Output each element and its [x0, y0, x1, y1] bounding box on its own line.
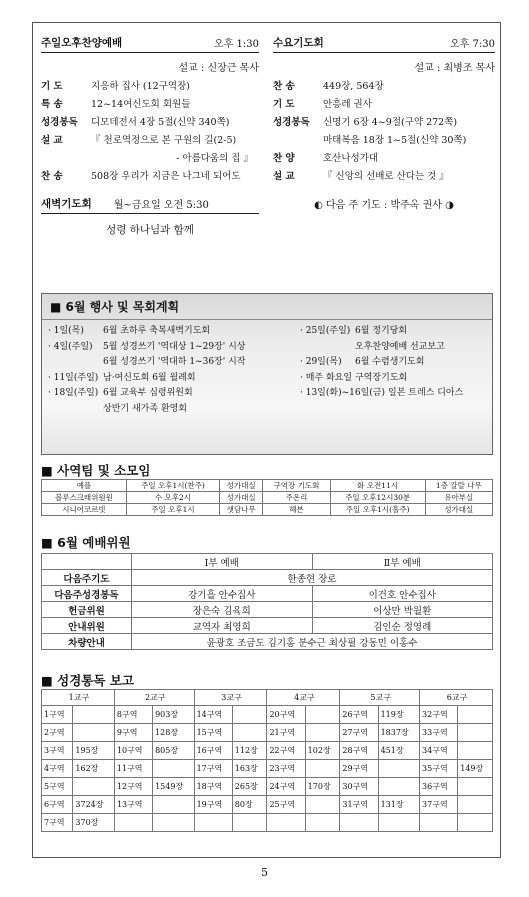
- schedule-event: 6월 교육부 심령위원회: [103, 388, 193, 398]
- zone-cell: 33구역: [420, 724, 458, 742]
- chapters-cell: [153, 760, 194, 778]
- zone-cell: 27구역: [340, 724, 378, 742]
- wednesday-prayer-header: [273, 35, 495, 53]
- chapters-cell: 80장: [232, 796, 267, 814]
- schedule-date: · 13일(화)~16일(금): [300, 388, 385, 398]
- order-key: 기 도: [273, 99, 295, 110]
- order-key: 기 도: [41, 81, 63, 92]
- zone-cell: 10구역: [114, 742, 152, 760]
- ministry-cell: 주온리: [263, 492, 330, 504]
- order-key: 찬 송: [41, 171, 63, 182]
- chapters-cell: [378, 760, 419, 778]
- ministry-cell: 1층 갈랄 나무: [425, 480, 492, 492]
- schedule-item: [300, 355, 463, 371]
- order-value: 508장 우리가 지금은 나그네 되어도: [91, 171, 241, 182]
- schedule-event: 6월 성경쓰기 '역대하 1~36장' 시작: [103, 357, 246, 367]
- zone-cell: [194, 814, 232, 832]
- chapters-cell: [378, 814, 419, 832]
- order-row: [273, 168, 495, 186]
- zone-cell: 19구역: [194, 796, 232, 814]
- schedule-event: 오후찬양예배 선교보고: [355, 341, 445, 352]
- schedule-item: [48, 340, 245, 356]
- committee-value: 교역자 최영희: [132, 618, 313, 634]
- schedule-date: · 1일(목): [48, 326, 84, 336]
- order-value: 『 신앙의 선배로 산다는 것 』: [323, 171, 449, 182]
- order-value: 12~14여신도회 회원들: [91, 99, 191, 110]
- committee-value: 한종현 장로: [132, 570, 493, 586]
- chapters-cell: 131장: [378, 796, 419, 814]
- reading-row: [42, 796, 493, 814]
- order-value: 449장, 564장: [323, 81, 384, 92]
- ministry-cell: 주일 오후12시30분: [330, 492, 425, 504]
- zone-cell: 37구역: [420, 796, 458, 814]
- sunday-preacher: 설교 : 신장근 목사: [178, 63, 259, 74]
- committee-label: 차량안내: [42, 634, 132, 650]
- district-header: 1교구: [42, 690, 115, 706]
- ministry-cell: 주일 오후1시(홀주): [330, 504, 425, 516]
- zone-cell: 29구역: [340, 760, 378, 778]
- order-row: [41, 150, 259, 168]
- committee-value: 이건호 안수집사: [312, 586, 493, 602]
- order-value: 마태복음 18장 1~5절(신약 30쪽): [323, 135, 467, 146]
- zone-cell: 12구역: [114, 778, 152, 796]
- ministry-cell: 유아부실: [425, 492, 492, 504]
- ministry-cell: 성가대실: [220, 480, 263, 492]
- order-row: [41, 78, 259, 96]
- chapters-cell: [305, 814, 340, 832]
- dawn-prayer-header: [41, 196, 259, 214]
- committee-label: 안내위원: [42, 618, 132, 634]
- schedule-event: 상반기 새가족 환영회: [103, 403, 187, 414]
- order-row: [41, 132, 259, 150]
- order-row: [41, 96, 259, 114]
- zone-cell: 13구역: [114, 796, 152, 814]
- zone-cell: 35구역: [420, 760, 458, 778]
- page-number: 5: [261, 866, 268, 879]
- zone-cell: 25구역: [267, 796, 305, 814]
- zone-cell: 31구역: [340, 796, 378, 814]
- chapters-cell: [458, 706, 493, 724]
- committee-row: [42, 570, 493, 586]
- chapters-cell: [458, 814, 493, 832]
- district-header: 2교구: [114, 690, 194, 706]
- chapters-cell: 265장: [232, 778, 267, 796]
- zone-cell: 17구역: [194, 760, 232, 778]
- june-schedule-box: [41, 293, 493, 455]
- schedule-date: · 25일(주일): [300, 326, 351, 336]
- ministry-cell: 시니어코르빗: [42, 504, 127, 516]
- ministry-cell: 샛담나무: [220, 504, 263, 516]
- committee-value: 이상만 박월환: [312, 602, 493, 618]
- zone-cell: 30구역: [340, 778, 378, 796]
- june-schedule-right: [300, 324, 463, 402]
- sunday-worship-title: 주일오후찬양예배: [41, 37, 123, 49]
- zone-cell: 24구역: [267, 778, 305, 796]
- schedule-event: 6월 초하루 축복새벽기도회: [103, 326, 211, 336]
- chapters-cell: [153, 796, 194, 814]
- chapters-cell: [305, 796, 340, 814]
- zone-cell: 11구역: [114, 760, 152, 778]
- schedule-item: [48, 371, 245, 387]
- committee-row: [42, 618, 493, 634]
- zone-cell: 28구역: [340, 742, 378, 760]
- chapters-cell: 170장: [305, 778, 340, 796]
- schedule-item: [300, 371, 463, 387]
- schedule-date: · 4일(주일): [48, 341, 93, 352]
- ministry-row: [42, 480, 493, 492]
- order-key: 특 송: [41, 99, 63, 110]
- chapters-cell: [232, 706, 267, 724]
- zone-cell: 14구역: [194, 706, 232, 724]
- chapters-cell: [153, 814, 194, 832]
- committee-value: 김인순 정영례: [312, 618, 493, 634]
- chapters-cell: [458, 742, 493, 760]
- schedule-event: 일본 트레스 디아스: [388, 388, 464, 398]
- zone-cell: 18구역: [194, 778, 232, 796]
- sunday-worship-time: 오후 1:30: [214, 39, 259, 50]
- committee-label: 다음주기도: [42, 570, 132, 586]
- zone-cell: 1구역: [42, 706, 73, 724]
- schedule-item: [48, 324, 245, 340]
- chapters-cell: 163장: [232, 760, 267, 778]
- zone-cell: 32구역: [420, 706, 458, 724]
- chapters-cell: [73, 706, 114, 724]
- zone-cell: [420, 814, 458, 832]
- wednesday-prayer-time: 오후 7:30: [450, 39, 495, 50]
- committee-value: 윤광호 조금도 김기홍 분수근 최상필 강동민 이홍수: [132, 634, 493, 650]
- chapters-cell: [305, 760, 340, 778]
- zone-cell: 2구역: [42, 724, 73, 742]
- order-value: 디모데전서 4장 5절(신약 340쪽): [91, 117, 230, 128]
- chapters-cell: 102장: [305, 742, 340, 760]
- committee-row: [42, 602, 493, 618]
- reading-row: [42, 742, 493, 760]
- zone-cell: [340, 814, 378, 832]
- order-value: - 아름다움의 집 』: [176, 153, 253, 164]
- order-value: 『 천로역정으로 본 구원의 길(2-5): [91, 135, 237, 146]
- sunday-worship-header: [41, 35, 259, 53]
- wednesday-preacher: 설교 : 최병조 목사: [414, 63, 495, 74]
- ministry-cell: 구역장 기도회: [263, 480, 330, 492]
- ministry-table: [41, 479, 493, 516]
- chapters-cell: 370장: [73, 814, 114, 832]
- order-key: 찬 송: [273, 81, 295, 92]
- schedule-date: · 29일(목): [300, 357, 342, 367]
- committee-label: 헌금위원: [42, 602, 132, 618]
- schedule-item: [48, 386, 245, 402]
- order-row: [273, 150, 495, 168]
- zone-cell: 36구역: [420, 778, 458, 796]
- chapters-cell: [232, 724, 267, 742]
- zone-cell: 9구역: [114, 724, 152, 742]
- service2-header: Ⅱ부 예배: [312, 554, 493, 570]
- order-row: [273, 114, 495, 132]
- schedule-event: 남·여신도회 6월 월례회: [103, 372, 196, 383]
- june-schedule-title: ■ 6월 행사 및 목회계획: [42, 294, 492, 320]
- order-row: [273, 132, 495, 150]
- zone-cell: 8구역: [114, 706, 152, 724]
- ministry-title: ■ 사역팀 및 소모임: [41, 463, 151, 478]
- schedule-event: 6월 수렴생기도회: [355, 357, 425, 367]
- chapters-cell: [73, 778, 114, 796]
- ministry-cell: 성가대실: [220, 492, 263, 504]
- schedule-item: [300, 340, 463, 356]
- chapters-cell: 903장: [153, 706, 194, 724]
- order-key: 성경봉독: [41, 117, 78, 128]
- ministry-row: [42, 504, 493, 516]
- ministry-cell: 주일 오후1시: [126, 504, 219, 516]
- ministry-row: [42, 492, 493, 504]
- schedule-event: 6월 정기당회: [355, 326, 408, 336]
- chapters-cell: [73, 724, 114, 742]
- bible-reading-table: [41, 689, 493, 832]
- chapters-cell: 1837장: [378, 724, 419, 742]
- bible-reading-title: ■ 성경통독 보고: [41, 673, 134, 688]
- order-key: 설 교: [41, 135, 63, 146]
- schedule-event: 구역장기도회: [355, 372, 408, 383]
- ministry-cell: 예플: [42, 480, 127, 492]
- dawn-prayer-time: 월~금요일 오전 5:30: [113, 200, 209, 211]
- ministry-cell: 헤븐: [263, 504, 330, 516]
- district-header: 3교구: [194, 690, 267, 706]
- order-row: [41, 168, 259, 186]
- district-header-row: [42, 690, 493, 706]
- chapters-cell: 149장: [458, 760, 493, 778]
- order-row: [41, 114, 259, 132]
- committee-row: [42, 586, 493, 602]
- chapters-cell: [305, 724, 340, 742]
- chapters-cell: [458, 796, 493, 814]
- committee-row: [42, 634, 493, 650]
- zone-cell: 26구역: [340, 706, 378, 724]
- chapters-cell: [232, 814, 267, 832]
- wednesday-prayer-section: [273, 35, 495, 211]
- schedule-date: · 11일(주일): [48, 372, 99, 383]
- chapters-cell: 128장: [153, 724, 194, 742]
- chapters-cell: 195장: [73, 742, 114, 760]
- committee-value: 장은숙 김육희: [132, 602, 313, 618]
- chapters-cell: [458, 778, 493, 796]
- zone-cell: 22구역: [267, 742, 305, 760]
- worship-committee-title: ■ 6월 예배위원: [41, 535, 131, 550]
- order-value: 신명기 6장 4~9절(구약 272쪽): [323, 117, 458, 128]
- reading-row: [42, 706, 493, 724]
- ministry-cell: 성가대실: [425, 504, 492, 516]
- reading-row: [42, 724, 493, 742]
- worship-committee-table: [41, 553, 493, 650]
- zone-cell: [267, 814, 305, 832]
- order-key: 성경봉독: [273, 117, 310, 128]
- chapters-cell: [378, 778, 419, 796]
- ministry-cell: 블루스크래위원원: [42, 492, 127, 504]
- order-value: 안흥레 권사: [323, 99, 372, 110]
- chapters-cell: 162장: [73, 760, 114, 778]
- zone-cell: 20구역: [267, 706, 305, 724]
- order-row: [273, 96, 495, 114]
- zone-cell: [114, 814, 152, 832]
- zone-cell: 3구역: [42, 742, 73, 760]
- district-header: 5교구: [340, 690, 420, 706]
- zone-cell: 23구역: [267, 760, 305, 778]
- order-key: 찬 양: [273, 153, 295, 164]
- june-schedule-left: [48, 324, 245, 417]
- reading-row: [42, 778, 493, 796]
- zone-cell: 21구역: [267, 724, 305, 742]
- schedule-date: · 18일(주일): [48, 388, 99, 398]
- sunday-worship-section: [41, 35, 259, 237]
- chapters-cell: [305, 706, 340, 724]
- zone-cell: 16구역: [194, 742, 232, 760]
- zone-cell: 15구역: [194, 724, 232, 742]
- order-value: 지응하 집사 (12구역장): [91, 81, 190, 92]
- schedule-item: [48, 355, 245, 371]
- slogan: 성령 하나님과 함께: [106, 224, 194, 236]
- schedule-event: 5월 성경쓰기 '역대상 1~29장' 시상: [103, 341, 246, 352]
- reading-row: [42, 760, 493, 778]
- zone-cell: 34구역: [420, 742, 458, 760]
- chapters-cell: 1549장: [153, 778, 194, 796]
- district-header: 6교구: [420, 690, 493, 706]
- committee-label: 다음주성경봉독: [42, 586, 132, 602]
- next-week-prayer: ◐ 다음 주 기도 : 박주옥 권사 ◑: [314, 200, 454, 211]
- dawn-prayer-title: 새벽기도회: [41, 198, 92, 210]
- ministry-cell: 수 오후2시: [126, 492, 219, 504]
- ministry-cell: 화 오전11시: [330, 480, 425, 492]
- district-header: 4교구: [267, 690, 340, 706]
- schedule-item: [300, 324, 463, 340]
- chapters-cell: 451장: [378, 742, 419, 760]
- schedule-item: [300, 386, 463, 402]
- order-row: [273, 78, 495, 96]
- committee-value: 강기흘 안수집사: [132, 586, 313, 602]
- chapters-cell: 112장: [232, 742, 267, 760]
- chapters-cell: 805장: [153, 742, 194, 760]
- schedule-date: · 매주 화요일: [300, 372, 353, 383]
- bulletin-page: [32, 22, 501, 858]
- zone-cell: 6구역: [42, 796, 73, 814]
- reading-row: [42, 814, 493, 832]
- chapters-cell: 3724장: [73, 796, 114, 814]
- ministry-cell: 주일 오후1시(찬주): [126, 480, 219, 492]
- schedule-item: [48, 402, 245, 418]
- order-key: 설 교: [273, 171, 295, 182]
- zone-cell: 7구역: [42, 814, 73, 832]
- wednesday-prayer-title: 수요기도회: [273, 37, 324, 49]
- service1-header: Ⅰ부 예배: [132, 554, 313, 570]
- chapters-cell: [458, 724, 493, 742]
- zone-cell: 5구역: [42, 778, 73, 796]
- zone-cell: 4구역: [42, 760, 73, 778]
- order-value: 호산나성가대: [323, 153, 379, 164]
- chapters-cell: 119장: [378, 706, 419, 724]
